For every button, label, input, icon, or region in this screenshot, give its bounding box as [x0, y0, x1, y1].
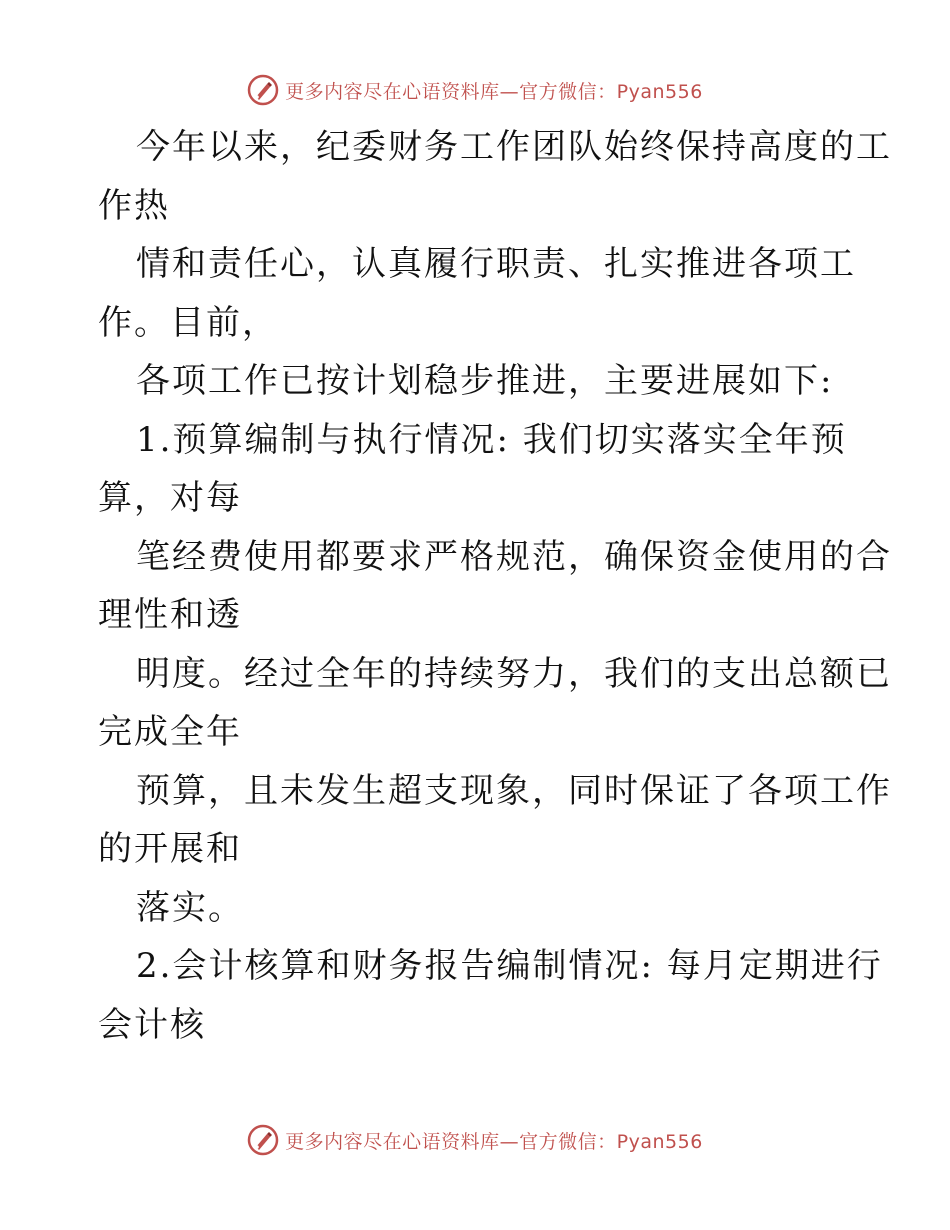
text-line: 作热 [98, 185, 170, 226]
text-line: 2.会计核算和财务报告编制情况: 每月定期进行 [136, 946, 883, 986]
text-line: 算，对每 [98, 478, 242, 518]
document-body [98, 118, 892, 1054]
header-banner [0, 70, 950, 110]
text-line: 完成全年 [98, 712, 242, 752]
pen-logo-icon [247, 1124, 279, 1156]
text-line: 落实。 [136, 887, 244, 928]
text-line: 预算，且未发生超支现象，同时保证了各项工作 [136, 770, 892, 811]
text-line: 会计核 [98, 1004, 206, 1045]
text-line: 笔经费使用都要求严格规范，确保资金使用的合 [136, 536, 892, 577]
footer-banner-text: 更多内容尽在心语资料库—官方微信：Pyan556 [285, 1130, 703, 1153]
text-line: 明度。经过全年的持续努力，我们的支出总额已 [136, 653, 892, 694]
text-line: 今年以来，纪委财务工作团队始终保持高度的工 [136, 127, 892, 167]
footer-banner [0, 1120, 950, 1160]
text-line: 理性和透 [98, 595, 242, 635]
pen-logo-icon [247, 74, 279, 106]
text-line: 的开展和 [98, 829, 242, 869]
text-line: 1.预算编制与执行情况: 我们切实落实全年预 [136, 419, 847, 460]
text-line: 各项工作已按计划稳步推进，主要进展如下: [136, 361, 834, 401]
header-banner-text: 更多内容尽在心语资料库—官方微信：Pyan556 [285, 80, 703, 103]
text-line: 情和责任心，认真履行职责、扎实推进各项工 [136, 244, 856, 284]
text-line: 作。目前， [98, 302, 278, 343]
